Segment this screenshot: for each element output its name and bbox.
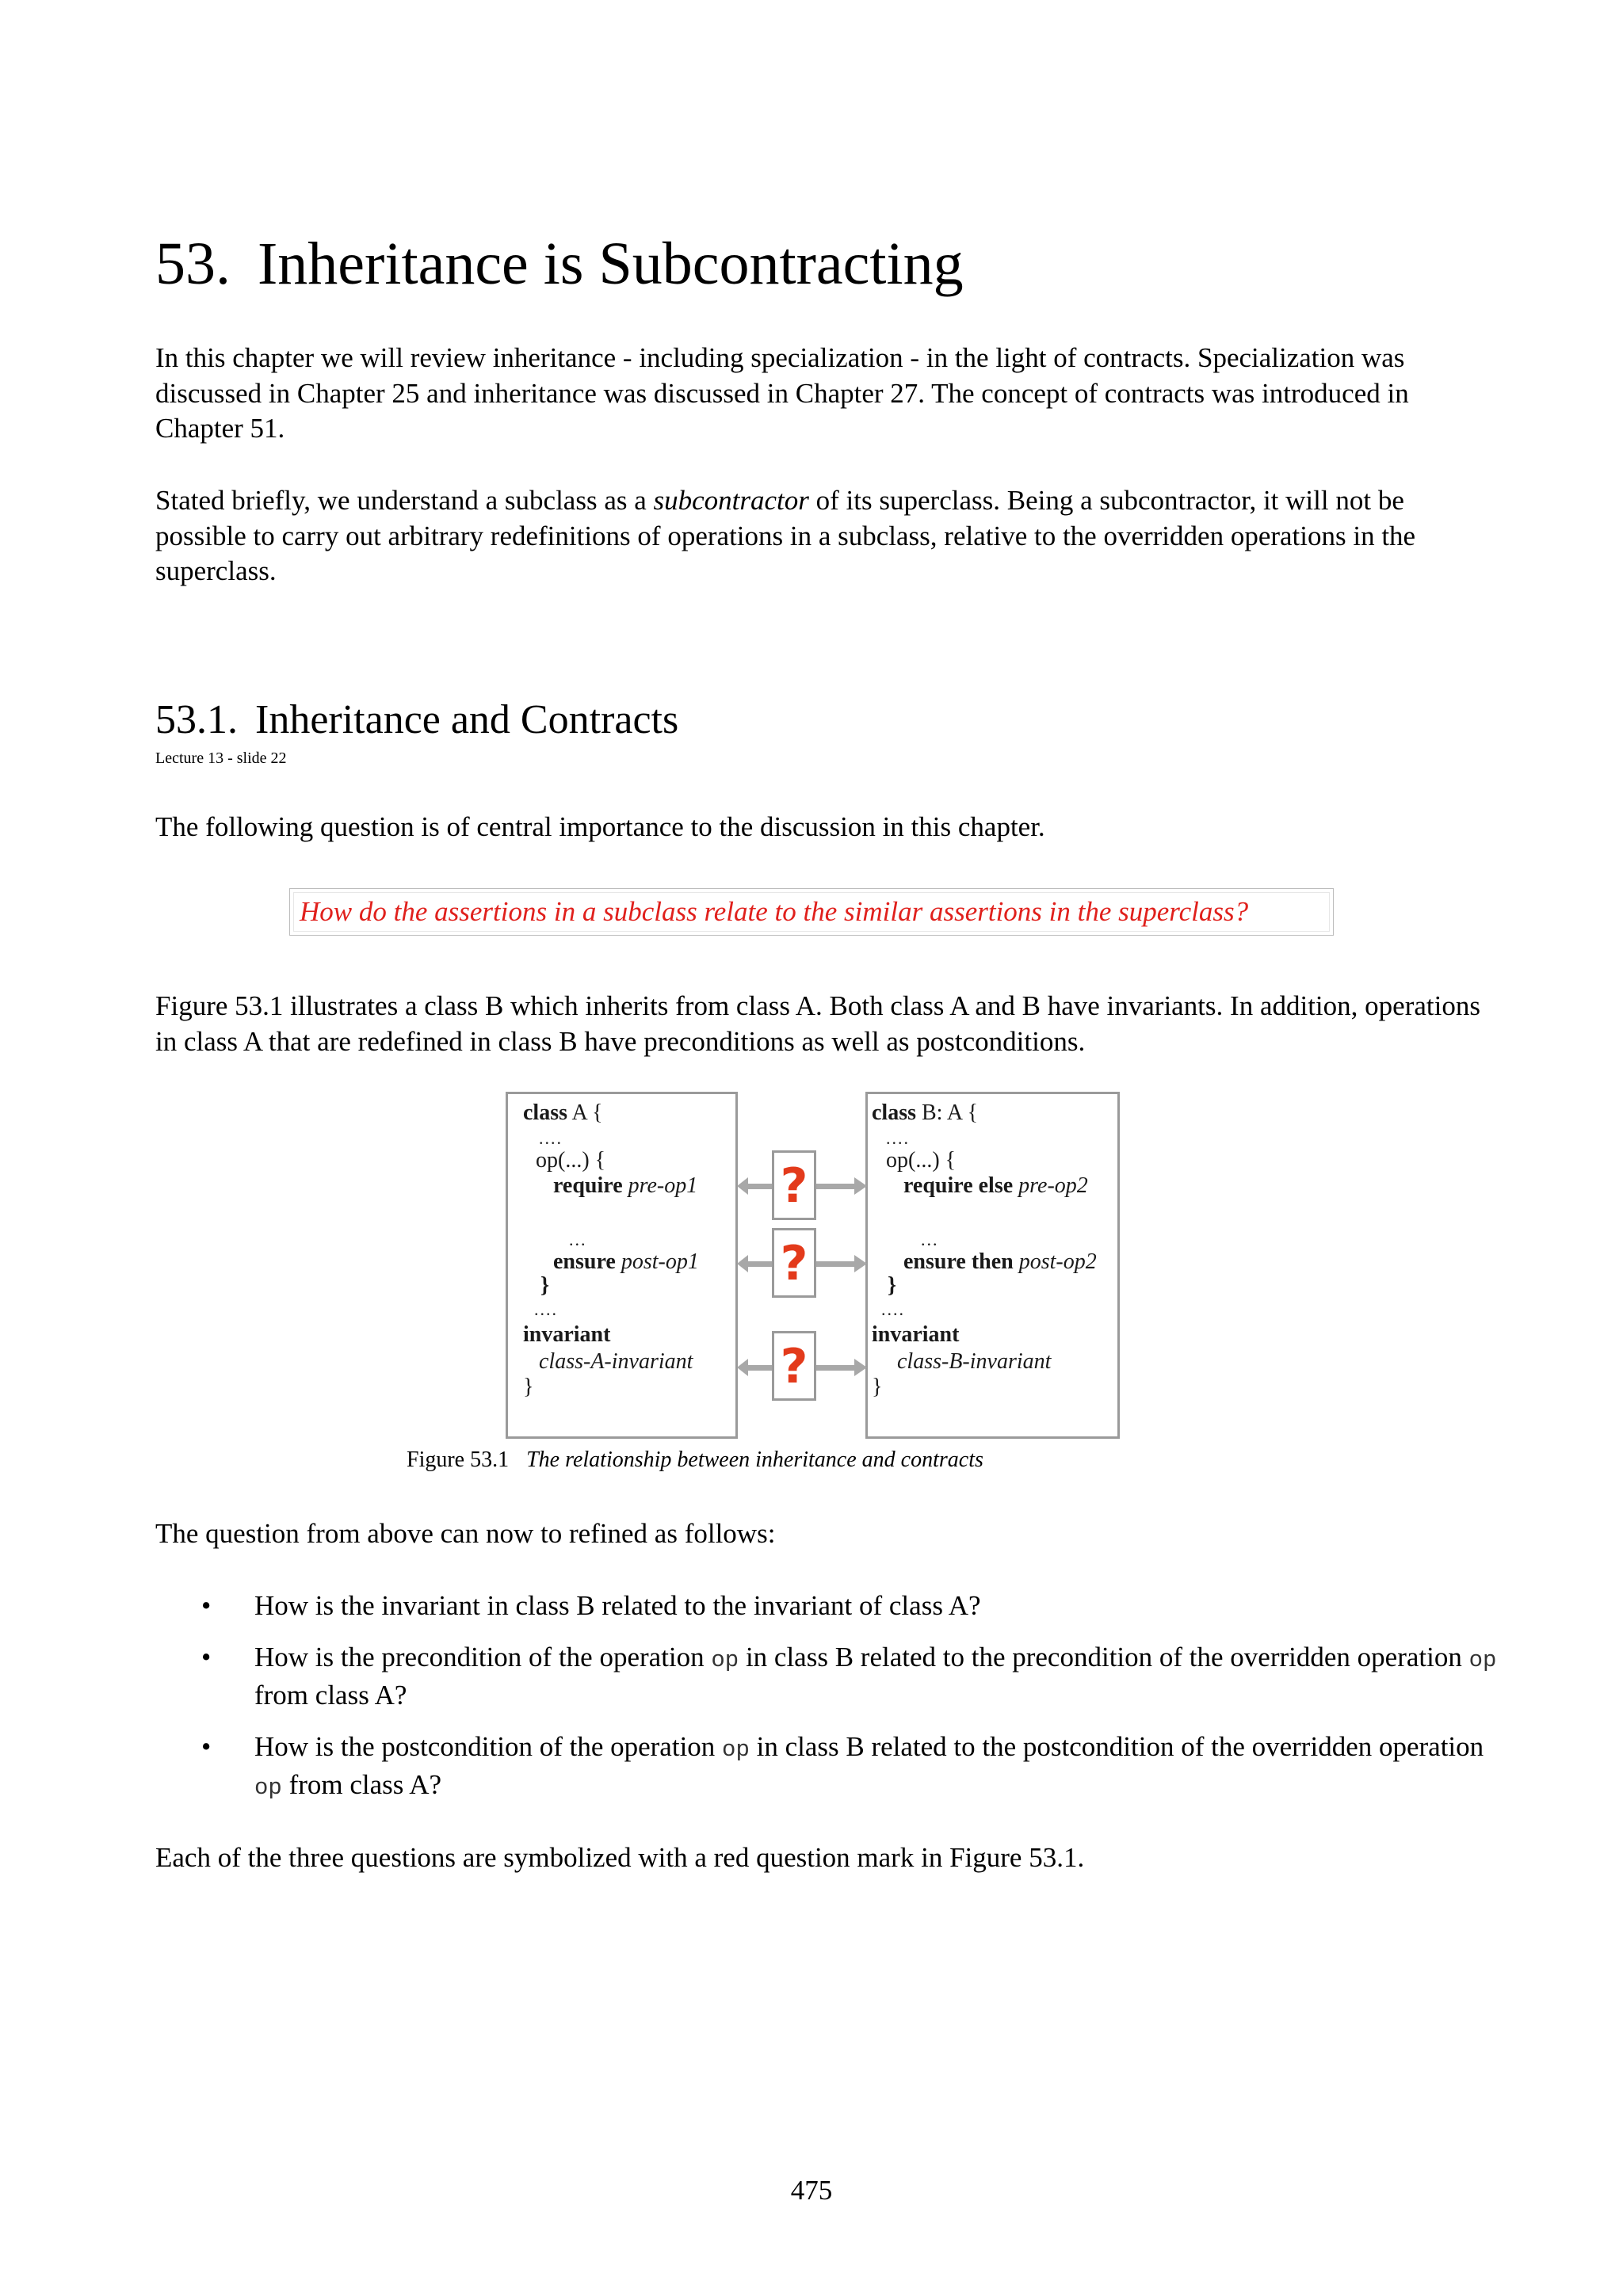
class-b-op-close: }	[888, 1273, 897, 1298]
class-b-ensure	[903, 1250, 1097, 1274]
list-item-text: How is the invariant in class B related to the invariant of class A?	[254, 1590, 981, 1621]
list-item	[155, 1640, 1503, 1714]
bullet-icon: •	[201, 1730, 212, 1762]
class-a-require	[553, 1174, 697, 1198]
class-a-op: op(...) {	[536, 1148, 606, 1173]
intro-paragraph-1: In this chapter we will review inheritance - including specialization - in the light of contracts. Specialization was discussed in Chapter 25 and inheritance was discussed in Chapter 27. The concept of contracts was introduced in Chapter 51.	[155, 342, 1409, 444]
class-a-invariant-keyword: invariant	[523, 1322, 611, 1347]
arrow-invariant-right	[816, 1359, 867, 1376]
class-b-invariant-keyword: invariant	[872, 1322, 960, 1347]
class-a-dots-3: ....	[534, 1299, 558, 1319]
class-b-invariant	[897, 1350, 1051, 1374]
section-title	[155, 697, 678, 742]
chapter-title-text: Inheritance is Subcontracting	[258, 231, 964, 297]
code-op: op	[711, 1646, 739, 1673]
class-a-name: A {	[571, 1100, 603, 1125]
code-op: op	[1468, 1646, 1497, 1673]
class-b-invariant-expr: class-B-invariant	[897, 1349, 1052, 1374]
question-box-postcondition	[772, 1228, 816, 1298]
class-b-pre-op2: pre-op2	[1018, 1173, 1088, 1198]
list-item-text: from class A?	[281, 1769, 442, 1800]
list-item-text: How is the precondition of the operation	[254, 1641, 712, 1672]
class-a-dots-2: ...	[569, 1230, 587, 1249]
arrow-postcondition-left	[737, 1255, 772, 1272]
section-title-text: Inheritance and Contracts	[255, 697, 679, 742]
list-item	[155, 1589, 1503, 1624]
arrow-precondition-right	[816, 1177, 867, 1195]
question-box-invariant	[772, 1331, 816, 1401]
class-b-ensure-keyword: ensure then	[903, 1249, 1014, 1274]
class-b-class-keyword: class	[872, 1100, 916, 1125]
figure-caption-label: Figure 53.1	[407, 1447, 510, 1472]
question-list	[155, 1589, 1503, 1806]
intro-paragraph-2	[155, 483, 1487, 589]
class-b-dots-2: ...	[921, 1230, 939, 1249]
question-mark-icon: ?	[780, 1339, 808, 1394]
question-mark-icon: ?	[780, 1158, 808, 1214]
class-b-name: B: A {	[922, 1100, 979, 1125]
arrow-invariant-left	[737, 1359, 772, 1376]
bullet-icon: •	[201, 1641, 212, 1672]
class-b-require	[903, 1174, 1088, 1198]
list-item	[155, 1730, 1503, 1806]
list-item-text: in class B related to the postcondition of the overridden operation	[749, 1730, 1484, 1762]
intro-p2-emphasis: subcontractor	[653, 485, 809, 516]
arrow-precondition-left	[737, 1177, 772, 1195]
class-a-close: }	[523, 1375, 534, 1399]
class-b-require-keyword: require else	[903, 1173, 1014, 1198]
page-number: 475	[790, 2175, 833, 2206]
figure-53-1	[506, 1092, 1120, 1439]
class-a-header	[523, 1101, 603, 1125]
class-a-op-close: }	[540, 1273, 550, 1298]
list-item-text: in class B related to the precondition of the overridden operation	[739, 1641, 1469, 1672]
section-number: 53.1.	[155, 697, 238, 742]
class-a-invariant	[539, 1350, 693, 1374]
list-item-text: from class A?	[254, 1680, 407, 1711]
class-b-op: op(...) {	[886, 1148, 957, 1173]
class-b-header	[872, 1101, 978, 1125]
class-a-class-keyword: class	[523, 1100, 567, 1125]
question-box-precondition	[772, 1150, 816, 1220]
class-a-pre-op1: pre-op1	[628, 1173, 698, 1198]
list-item-text: How is the postcondition of the operation	[254, 1730, 723, 1762]
chapter-number: 53.	[155, 231, 231, 297]
closing-paragraph: Each of the three questions are symbolized with a red question mark in Figure 53.1.	[155, 1842, 1085, 1873]
class-b-post-op2: post-op2	[1018, 1249, 1097, 1274]
code-op: op	[722, 1736, 750, 1763]
section-paragraph-1: The following question is of central importance to the discussion in this chapter.	[155, 811, 1045, 842]
class-b-dots-3: ....	[881, 1299, 905, 1319]
class-b-close: }	[872, 1375, 883, 1399]
refine-paragraph: The question from above can now to refined as follows:	[155, 1518, 776, 1549]
class-a-post-op1: post-op1	[621, 1249, 699, 1274]
slide-reference: Lecture 13 - slide 22	[155, 749, 287, 767]
question-mark-icon: ?	[780, 1236, 808, 1291]
code-op: op	[254, 1775, 282, 1801]
intro-p2-text-cont: of its superclass. Being a subcontractor, it will not be possible to carry out arbitrary redefinitions of operations in a subclass, relative to the overridden operations in the superclass.	[155, 485, 1416, 586]
figure-caption	[407, 1447, 983, 1474]
class-a-require-keyword: require	[553, 1173, 623, 1198]
class-a-ensure	[553, 1250, 699, 1274]
figure-caption-text: The relationship between inheritance and contracts	[526, 1447, 983, 1472]
class-b-dots-1: ....	[886, 1128, 910, 1148]
class-a-ensure-keyword: ensure	[553, 1249, 616, 1274]
section-paragraph-2: Figure 53.1 illustrates a class B which inherits from class A. Both class A and B have invariants. In addition, operations in class A that are redefined in class B have preconditions as well as postconditions.	[155, 990, 1480, 1057]
class-a-dots-1: ....	[539, 1128, 563, 1148]
class-a-invariant-expr: class-A-invariant	[539, 1349, 693, 1374]
intro-p2-text: Stated briefly, we understand a subclass as a	[155, 485, 654, 516]
bullet-icon: •	[201, 1590, 212, 1621]
chapter-title	[155, 231, 964, 298]
arrow-postcondition-right	[816, 1255, 867, 1272]
central-question: How do the assertions in a subclass relate to the similar assertions in the superclass?	[300, 896, 1249, 927]
